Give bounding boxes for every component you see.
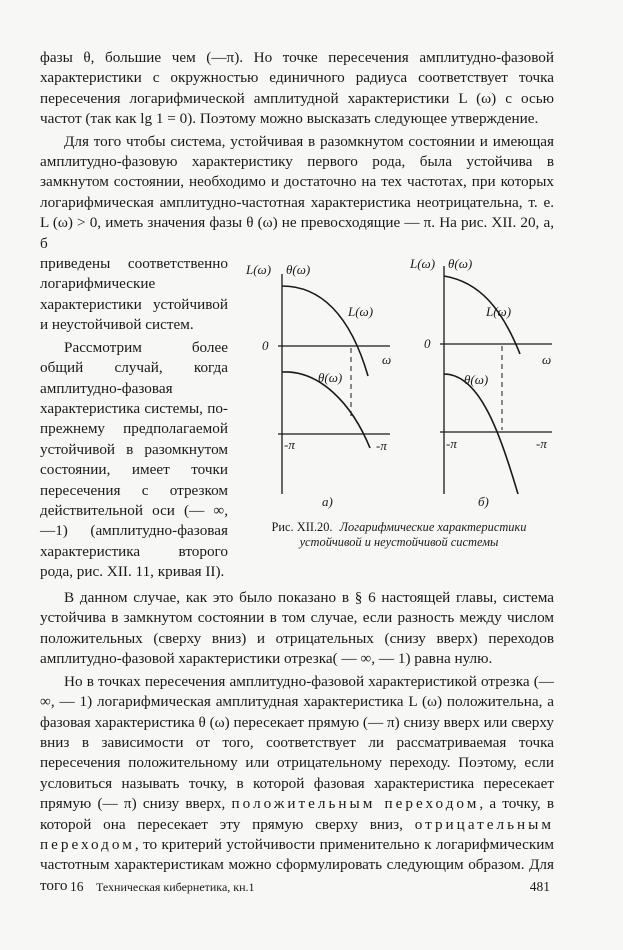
panel-a-omega: ω [382, 352, 392, 368]
figure-number: Рис. XII.20. [271, 520, 333, 535]
panel-b-theta-curve-label: θ(ω) [464, 372, 489, 388]
panel-a-zero: 0 [262, 338, 269, 354]
panel-a-L-curve [282, 286, 368, 376]
panel-b-minus-pi-right: -π [536, 436, 547, 452]
panel-a-label-L: L(ω) [246, 262, 272, 278]
book-title: Техническая кибернетика, кн.1 [96, 880, 255, 894]
panel-a-minus-pi-left: -π [284, 437, 295, 453]
paragraph-2: Для того чтобы система, устойчивая в разомкнутом состоянии и имеющая амплитудно-фазовую характеристику первого рода, была устойчива в замкнутом состоянии, необходимо и достаточно на тех частотах, при которых логарифмическая амплитудно-частотная характеристика неотрицательна, т. е. L (ω) > 0, иметь значения фазы θ (ω) не превосходящие — π. На рис. XII. 20, а, б [40, 132, 554, 252]
paragraph-4: В данном случае, как это было показано в § 6 настоящей главы, система устойчива в замкнутом состоянии в том случае, если разность между числом положительных (сверху вниз) и отрицательных (снизу вверх) переходов амплитудно-фазовой характеристики отрезка( — ∞, — 1) равна нулю. [40, 589, 554, 668]
panel-a-label: а) [322, 494, 333, 510]
panel-b-theta-curve [444, 374, 518, 494]
figure-caption [240, 520, 558, 550]
panel-b-omega: ω [542, 352, 552, 368]
paragraph-5-part-c: , то критерий устойчивости применительно к логарифмическим частотным характеристикам можно сформулировать следующим образом. Для того [40, 835, 554, 894]
paragraph-5-part-a: Но в точках пересечения амплитудно-фазовой характеристикой отрезка (— ∞, — 1) логарифмическая амплитудная характеристика L (ω) положительна, а фазовая характеристика θ (ω) пересекает прямую (— π) снизу вверх или сверху вниз в зависимости от того, соответствует ли рассматриваемая точка пересечения положительному или отрицательному переходу. Поэтому, если условиться называть точку, в которой фазовая характеристика пересекает прямую (— π) снизу вверх, [40, 672, 554, 813]
panel-b-zero: 0 [424, 336, 431, 352]
paragraph-2-continued: приведены соответственно логарифмические характеристики устойчивой и неустойчивой систем. [40, 255, 228, 334]
panel-b-label-L: L(ω) [410, 256, 436, 272]
log-characteristics-diagram [240, 254, 558, 516]
panel-a-minus-pi-right: -π [376, 438, 387, 454]
figure-wrap [40, 254, 554, 588]
paragraph-1: фазы θ, большие чем (—π). Но точке пересечения амплитудно-фазовой характеристики с окружностью единичного радиуса соответствует точка пересечения логарифмической амплитудной характеристики L (ω) с осью частот (так как lg 1 = 0). Поэтому можно высказать следующее утверждение. [40, 49, 554, 128]
panel-b-minus-pi-left: -π [446, 436, 457, 452]
panel-b-label: б) [478, 494, 489, 510]
negative-transition-term: отрицательным переходом [40, 815, 554, 853]
side-column [40, 254, 228, 583]
panel-a-label-theta: θ(ω) [286, 262, 311, 278]
panel-a-L-curve-label: L(ω) [348, 304, 374, 320]
page-number: 481 [529, 879, 550, 894]
paragraph-3: Рассмотрим более общий случай, когда амплитудно-фазовая характеристика системы, по-прежнему предполагаемой устойчивой в разомкнутом состоянии, имеет точки пересечения с отрезком действительной оси (— ∞, —1) (амплитудно-фазовая характеристика второго рода, рис. XII. 11, кривая II). [40, 338, 228, 581]
panel-a-theta-curve-label: θ(ω) [318, 370, 343, 386]
panel-b [409, 256, 552, 509]
figure-xii-20 [240, 254, 558, 554]
panel-b-L-curve-label: L(ω) [486, 304, 512, 320]
paragraph-5 [40, 672, 554, 896]
positive-transition-term: положительным переходом [231, 795, 480, 813]
page-body [40, 48, 554, 896]
paragraph-5-part-b: , а точку, в которой она пересекает эту прямую сверху вниз, [40, 795, 554, 833]
signature-number: 16 [70, 879, 84, 894]
figure-caption-text: Логарифмические характеристики устойчивой и неустойчивой системы [299, 520, 527, 550]
panel-b-label-theta: θ(ω) [448, 256, 473, 272]
panel-a [245, 262, 391, 509]
